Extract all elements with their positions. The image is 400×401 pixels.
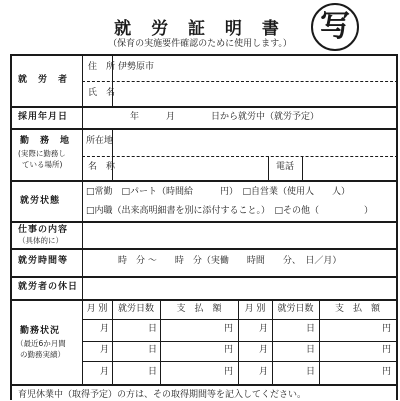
status-options-2[interactable]: □内職（出来高明細書を別に添付すること。） □その他（ ） [86,206,374,216]
job-label-2: （具体的に） [18,236,63,245]
company-name-field[interactable] [118,162,264,176]
row3-pay-unit[interactable]: 円 [224,367,234,377]
hours-label: 就労時間等 [18,256,69,266]
work-status-label: 勤務状況 [20,326,61,336]
work-status-note-1: （最近6か月間 [16,339,66,348]
row1-pay-unit-2[interactable]: 円 [382,324,392,334]
name-field[interactable] [118,88,394,102]
hire-date-label: 採用年月日 [18,112,69,122]
childcare-leave-note: 育児休業中（取得予定）の方は、その取得期間等を記入してください。 [18,390,307,400]
header-month-2: 月 別 [244,304,266,314]
holiday-field[interactable] [88,282,394,296]
worker-label: 就 労 者 [18,75,69,85]
certificate-form [10,54,398,400]
location-field[interactable] [118,136,394,150]
row3-month-unit-2[interactable]: 月 [259,367,269,377]
location-label: 所在地 [86,136,114,146]
work-status-note-2: の勤務実績） [20,350,65,359]
company-name-label: 名 称 [88,162,116,172]
row1-pay-unit[interactable]: 円 [224,324,234,334]
row3-days-unit-2[interactable]: 日 [306,367,316,377]
header-days-2: 就労日数 [277,304,314,314]
row2-pay-unit[interactable]: 円 [224,345,234,355]
status-options-1[interactable]: □常勤 □パート（時間給 円） □自営業（使用人 人） [86,187,351,197]
row1-days-unit[interactable]: 日 [148,324,158,334]
job-description-field[interactable] [88,228,394,244]
holiday-label: 就労者の休日 [18,282,79,292]
row2-days-unit[interactable]: 日 [148,345,158,355]
row3-month-unit[interactable]: 月 [100,367,110,377]
row2-days-unit-2[interactable]: 日 [306,345,316,355]
address-label: 住 所 [88,62,116,72]
name-label: 氏 名 [88,88,116,98]
copy-stamp: 写 [311,3,359,51]
row1-month-unit-2[interactable]: 月 [259,324,269,334]
hours-text[interactable]: 時 分 〜 時 分（実働 時間 分、 日／月） [118,256,342,266]
workplace-note-1: (実際に勤務し [18,149,66,158]
row2-month-unit-2[interactable]: 月 [259,345,269,355]
row1-month-unit[interactable]: 月 [100,324,110,334]
row1-days-unit-2[interactable]: 日 [306,324,316,334]
header-month-1: 月 別 [86,304,108,314]
workplace-note-2: ている場所) [22,160,63,169]
header-days-1: 就労日数 [117,304,154,314]
row2-pay-unit-2[interactable]: 円 [382,345,392,355]
row2-month-unit[interactable]: 月 [100,345,110,355]
job-label-1: 仕事の内容 [18,225,69,235]
form-subtitle: （保育の実施要件確認のために使用します。） [108,39,292,49]
address-value[interactable]: 伊勢原市 [118,62,155,72]
workplace-label: 勤 務 地 [20,136,71,146]
hire-date-text[interactable]: 年 月 日から就労中（就労予定） [130,112,320,122]
header-pay-1: 支 払 額 [176,304,222,314]
row3-pay-unit-2[interactable]: 円 [382,367,392,377]
header-pay-2: 支 払 額 [334,304,380,314]
phone-label: 電話 [276,162,295,172]
form-title: 就 労 証 明 書 [114,19,286,39]
status-label: 就労状態 [20,196,61,206]
row3-days-unit[interactable]: 日 [148,367,158,377]
phone-field[interactable] [308,162,394,176]
